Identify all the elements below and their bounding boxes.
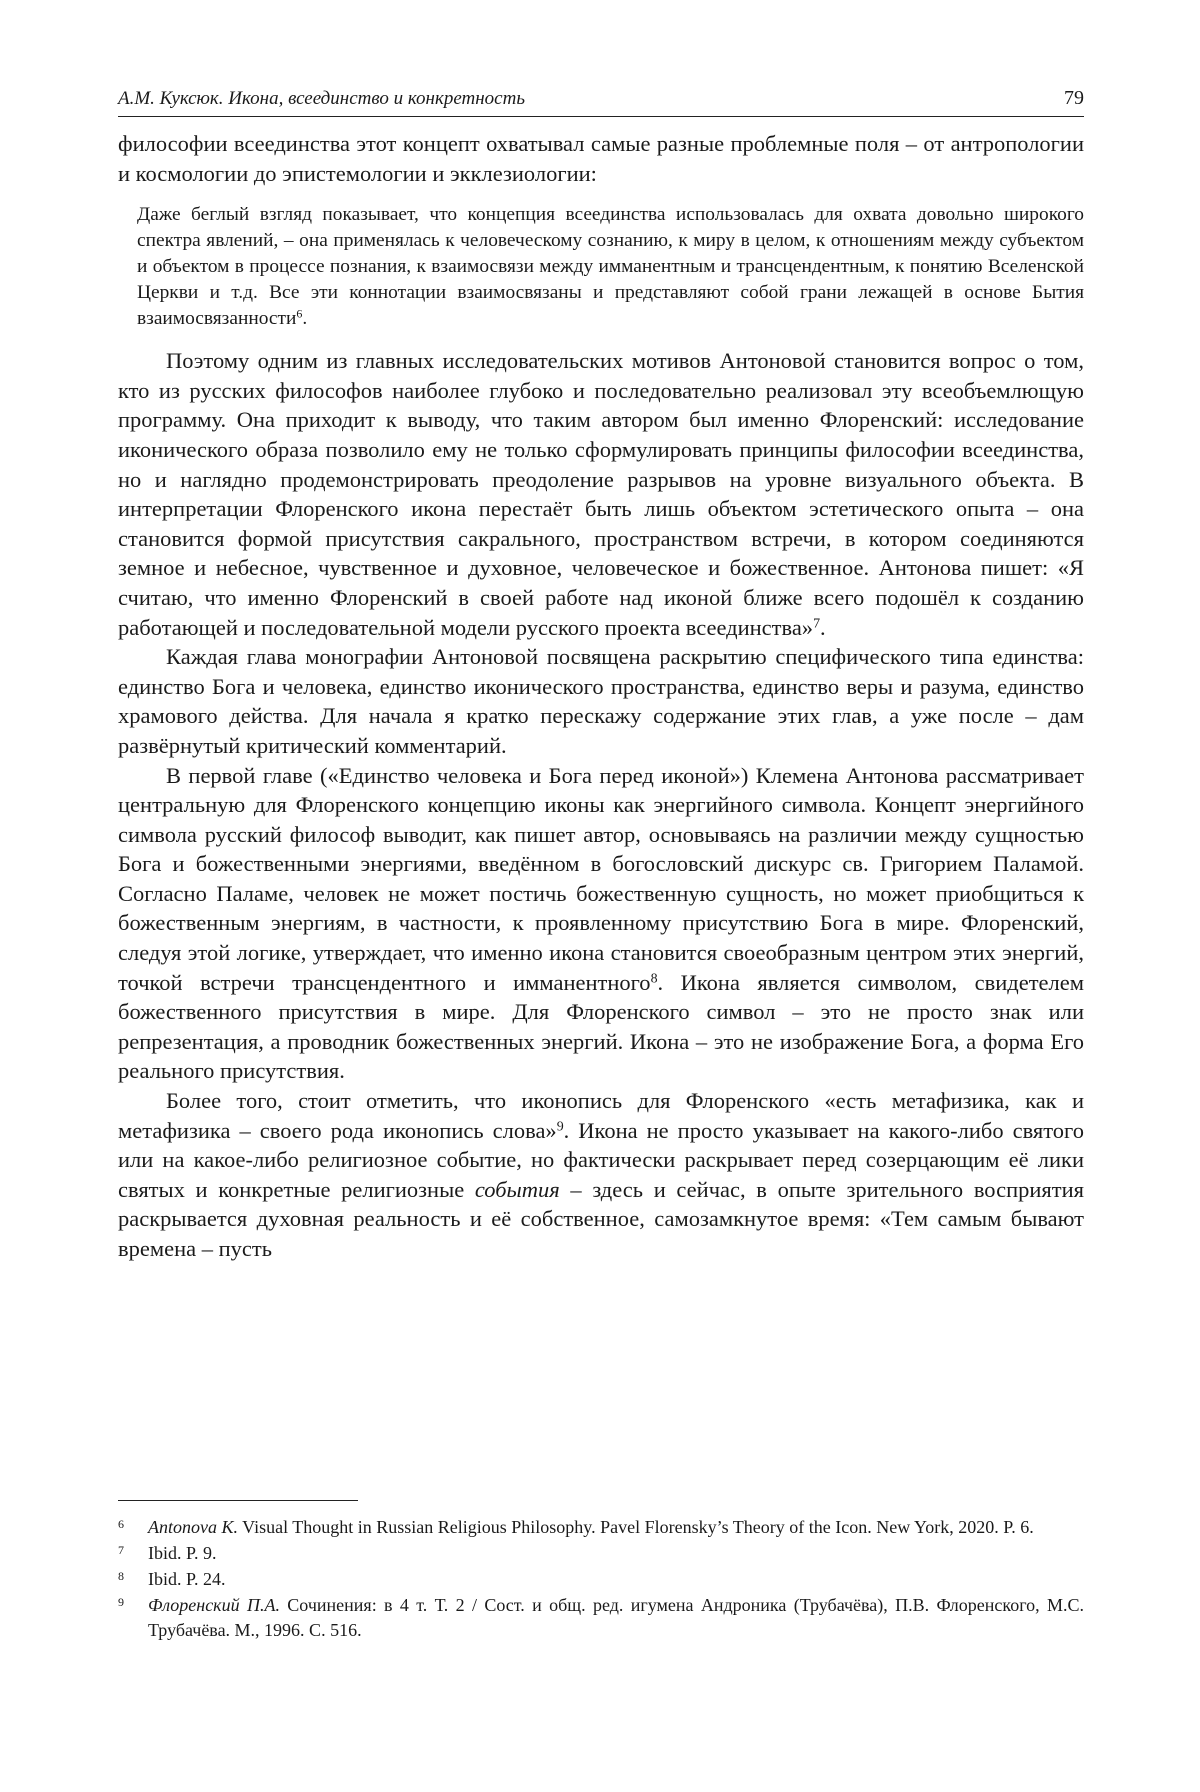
footnote-number: 6 xyxy=(118,1517,124,1531)
footnote-text: Ibid. P. 9. xyxy=(148,1543,217,1563)
block-quote-text: Даже беглый взгляд показывает, что концепция всеединства использовалась для охвата довольно широкого спектра явлений, – она применялась к человеческому сознанию, к миру в целом, к отношениям между субъектом и объектом в процессе познания, к взаимосвязи между имманентным и трансцендентным, к понятию Вселенской Церкви и т.д. Все эти коннотации взаимосвязаны и представляют собой грани лежащей в основе Бытия взаимосвязанности xyxy=(137,204,1084,330)
footnote-9 xyxy=(118,1593,1084,1643)
footnote-text xyxy=(148,1593,1084,1643)
block-quote: Даже беглый взгляд показывает, что концепция всеединства использовалась для охвата довольно широкого спектра явлений, – она применялась к человеческому сознанию, к миру в целом, к отношениям между субъектом и объектом в процессе познания, к взаимосвязи между имманентным и трансцендентным, к понятию Вселенской Церкви и т.д. Все эти коннотации взаимосвязаны и представляют собой грани лежащей в основе Бытия взаимосвязанности$^6$. xyxy=(137,204,1084,330)
footnote-number: 8 xyxy=(118,1569,124,1583)
footnote-number: 7 xyxy=(118,1543,124,1557)
paragraph-5-text-b: . Икона не просто указывает на какого-либо святого или на какое-либо религиозное событие, но фактически раскрывает перед созерцающим её лики святых и конкретные религиозные xyxy=(118,1117,1084,1202)
footnote-text: Ibid. P. 24. xyxy=(148,1569,226,1589)
footnote-ref-8: 8 xyxy=(650,970,658,986)
footnote-body: Visual Thought in Russian Religious Philosophy. Pavel Florensky’s Theory of the Icon. New York, 2020. P. 6. xyxy=(238,1517,1034,1537)
running-header xyxy=(118,86,1084,117)
footnote-8 xyxy=(118,1567,1084,1592)
paragraph-4-text-b: . Икона является символом, свидетелем божественного присутствия в мире. Для Флоренского символ – это не просто знак или репрезентация, а проводник божественных энергий. Икона – это не изображение Бога, а форма Его реального присутствия. xyxy=(118,969,1084,1084)
paragraph-1: философии всеединства этот концепт охватывал самые разные проблемные поля – от антропологии и космологии до эпистемологии и экклезиологии: xyxy=(118,131,1084,186)
running-title: А.М. Куксюк. Икона, всеединство и конкретность xyxy=(118,88,525,109)
footnote-author: Флоренский П.А. xyxy=(148,1595,280,1615)
paragraph-2-text: Поэтому одним из главных исследовательских мотивов Антоновой становится вопрос о том, кто из русских философов наиболее глубоко и последовательно реализовал эту всеобъемлющую программу. Она приходит к выводу, что таким автором был именно Флоренский: исследование иконического образа позволило ему не только сформулировать принципы философии всеединства, но и наглядно продемонстрировать преодоление разрывов на уровне визуального объекта. В интерпретации Флоренского икона перестаёт быть лишь объектом эстетического опыта – она становится формой присутствия сакрального, пространством встречи, в котором соединяются земное и небесное, чувственное и духовное, человеческое и божественное. Антонова пишет: «Я считаю, что именно Флоренский в своей работе над иконой ближе всего подошёл к созданию работающей и последовательной модели русского проекта всеединства» xyxy=(118,348,1084,640)
footnote-number: 9 xyxy=(118,1595,124,1609)
footnote-ref-9: 9 xyxy=(556,1118,564,1134)
footnotes xyxy=(118,1515,1084,1644)
footnote-ref-7: 7 xyxy=(813,615,821,631)
footnote-text xyxy=(148,1515,1084,1540)
paragraph-4 xyxy=(118,761,1084,1087)
footnote-author: Antonova K. xyxy=(148,1517,238,1537)
paragraph-2-end: . xyxy=(820,614,826,640)
paragraph-5 xyxy=(118,1086,1084,1264)
paragraph-2 xyxy=(118,346,1084,642)
footnote-body: Сочинения: в 4 т. Т. 2 / Сост. и общ. ред. игумена Андроника (Трубачёва), П.В. Флоренского, М.С. Трубачёва. М., 1996. С. 516. xyxy=(148,1595,1084,1640)
italic-word: события xyxy=(474,1176,560,1202)
footnote-ref-6: 6 xyxy=(296,306,303,321)
paragraph-3: Каждая глава монографии Антоновой посвящена раскрытию специфического типа единства: единство Бога и человека, единство иконического пространства, единство веры и разума, единство храмового действа. Для начала я кратко перескажу содержание этих глав, а уже после – дам развёрнутый критический комментарий. xyxy=(118,644,1084,758)
footnote-7 xyxy=(118,1541,1084,1566)
footnote-6 xyxy=(118,1515,1084,1540)
paragraph-5-text-c: – здесь и сейчас, в опыте зрительного восприятия раскрывается духовная реальность и её собственное, самозамкнутое время: «Тем самым бывают времена – пусть xyxy=(118,1176,1084,1261)
page-number: 79 xyxy=(1064,87,1084,109)
page-content xyxy=(118,86,1084,1264)
paragraph-5-text-a: Более того, стоит отметить, что иконопись для Флоренского «есть метафизика, как и метафизика – своего рода иконопись слова» xyxy=(118,1088,1084,1143)
paragraph-4-text-a: В первой главе («Единство человека и Бога перед иконой») Клемена Антонова рассматривает центральную для Флоренского концепцию иконы как энергийного символа. Концепт энергийного символа русский философ выводит, как пишет автор, основываясь на различии между сущностью Бога и божественными энергиями, введённом в богословский дискурс св. Григорием Паламой. Согласно Паламе, человек не может постичь божественную сущность, но может приобщиться к божественным энергиям, в частности, к проявленному присутствию Бога в мире. Флоренский, следуя этой логике, утверждает, что именно икона становится своеобразным центром этих энергий, точкой встречи трансцендентного и имманентного xyxy=(118,762,1084,995)
footnote-separator xyxy=(118,1500,358,1501)
